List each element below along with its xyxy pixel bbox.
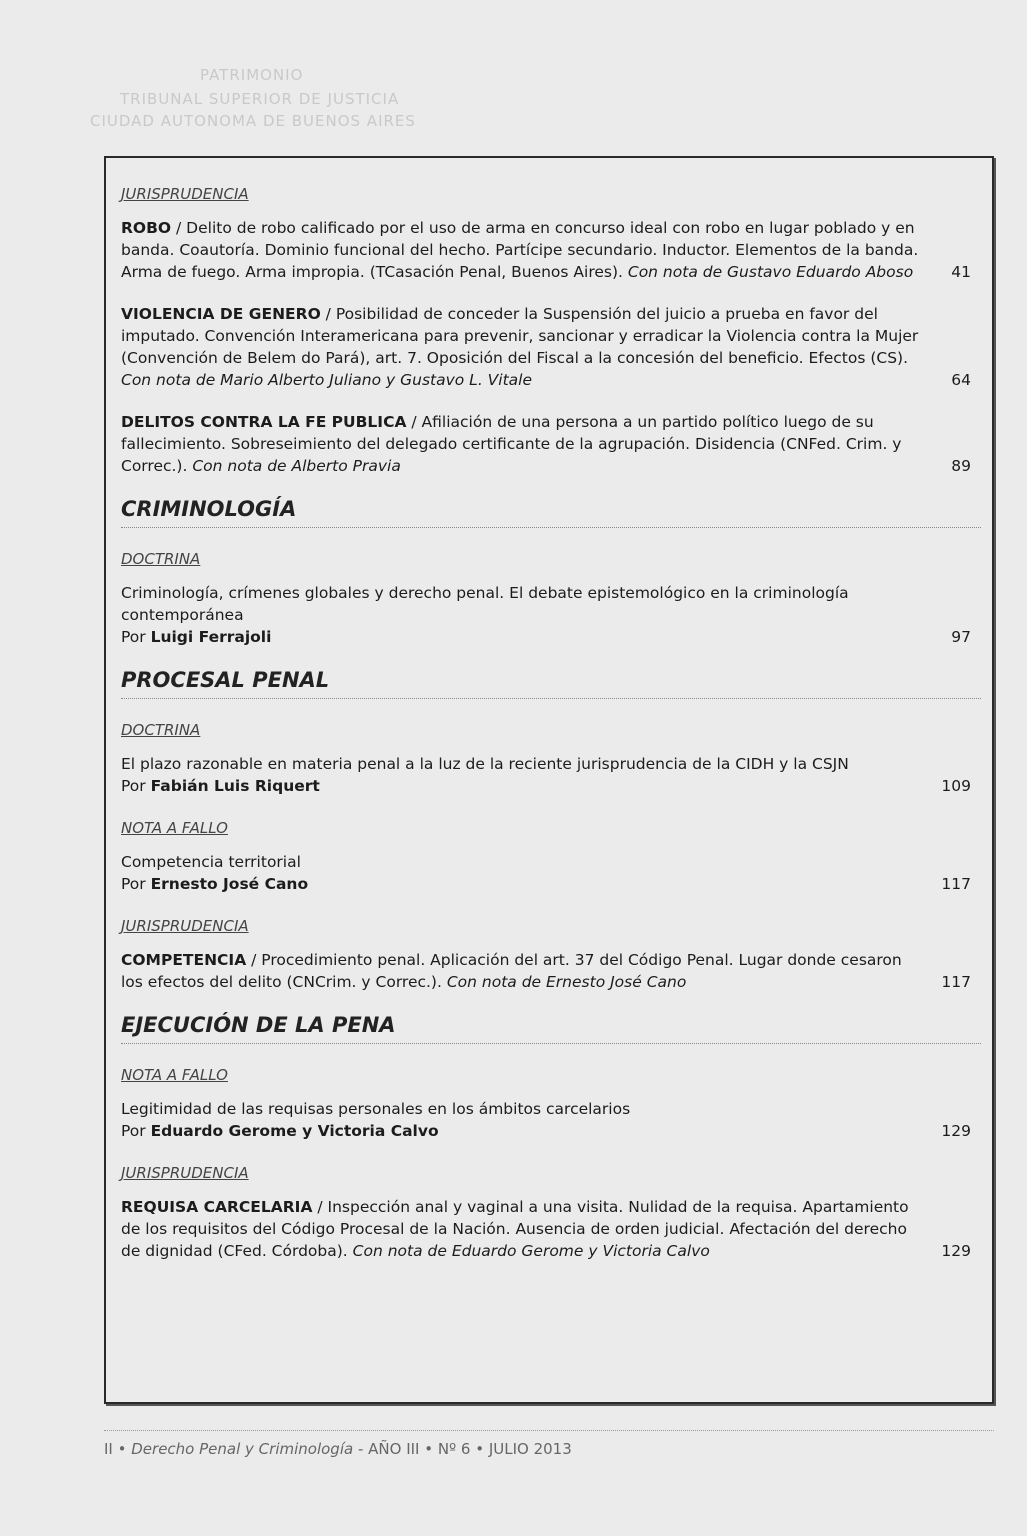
entry-by: Por	[121, 628, 151, 646]
entry-text: / Procedimiento penal. Aplicación del art. 37 del Código Penal. Lugar donde cesaron los efectos del delito (CNCrim. y Correc.).	[121, 951, 902, 991]
entry-text: / Delito de robo calificado por el uso de arma en concurso ideal con robo en lugar poblado y en banda. Coautoría. Dominio funcional del hecho. Partícipe secundario. Inductor. Elementos de la banda. Arma de fuego. Arma impropia. (TCasación Penal, Buenos Aires).	[121, 219, 919, 281]
entry-text: El plazo razonable en materia penal a la luz de la reciente jurisprudencia de la CIDH y la CSJN	[121, 755, 849, 773]
footer-journal: Derecho Penal y Criminología	[131, 1440, 354, 1458]
entry-by: Por	[121, 875, 151, 893]
entry-page-number: 129	[941, 1122, 971, 1140]
entry-text: Legitimidad de las requisas personales en los ámbitos carcelarios	[121, 1100, 631, 1118]
entry-text: / Posibilidad de conceder la Suspensión del juicio a prueba en favor del imputado. Convención Interamericana para prevenir, sancionar y erradicar la Violencia contra la Mujer (Convención de Belem do Pará), art. 7. Oposición del Fiscal a la concesión del beneficio. Efectos (CS).	[121, 305, 919, 367]
subsection-label: NOTA A FALLO	[121, 819, 228, 837]
section-heading: CRIMINOLOGÍA	[121, 497, 981, 528]
table-of-contents	[121, 163, 981, 1282]
entry-text: Criminología, crímenes globales y derecho penal. El debate epistemológico en la criminología contemporánea	[121, 584, 849, 624]
toc-entry	[121, 303, 981, 391]
entry-by: Por	[121, 777, 151, 795]
toc-entry	[121, 411, 981, 477]
toc-entry	[121, 217, 981, 283]
entry-author: Eduardo Gerome y Victoria Calvo	[150, 1122, 439, 1140]
entry-page-number: 89	[951, 457, 971, 475]
entry-page-number: 64	[951, 371, 971, 389]
subsection-label: DOCTRINA	[121, 550, 201, 568]
footer-rule	[104, 1430, 994, 1431]
entry-note: Con nota de Ernesto José Cano	[446, 973, 687, 991]
toc-entry	[121, 851, 981, 895]
toc-entry	[121, 1196, 981, 1262]
entry-author: Fabián Luis Riquert	[150, 777, 320, 795]
entry-note: Con nota de Gustavo Eduardo Aboso	[627, 263, 914, 281]
ghost-stamp-line: TRIBUNAL SUPERIOR DE JUSTICIA	[120, 90, 400, 108]
ghost-stamp-line: PATRIMONIO	[200, 66, 304, 84]
entry-text: / Inspección anal y vaginal a una visita. Nulidad de la requisa. Apartamiento de los requisitos del Código Procesal de la Nación. Ausencia de orden judicial. Afectación del derecho de dignidad (CFed. Córdoba).	[121, 1198, 909, 1260]
entry-author: Luigi Ferrajoli	[150, 628, 272, 646]
subsection-label: DOCTRINA	[121, 721, 201, 739]
entry-page-number: 109	[941, 777, 971, 795]
subsection-label: NOTA A FALLO	[121, 1066, 228, 1084]
entry-page-number: 117	[941, 875, 971, 893]
entry-page-number: 41	[951, 263, 971, 281]
entry-page-number: 117	[941, 973, 971, 991]
entry-text: / Afiliación de una persona a un partido político luego de su fallecimiento. Sobreseimiento del delegado certificante de la agrupación. Disidencia (CNFed. Crim. y Correc.).	[121, 413, 902, 475]
entry-keyword: ROBO	[121, 219, 172, 237]
subsection-label: JURISPRUDENCIA	[121, 1164, 249, 1182]
page-footer	[104, 1440, 572, 1458]
section-heading: EJECUCIÓN DE LA PENA	[121, 1013, 981, 1044]
entry-author: Ernesto José Cano	[150, 875, 309, 893]
footer-separator: •	[112, 1440, 132, 1458]
footer-issue: - AÑO III • Nº 6 • JULIO 2013	[353, 1440, 572, 1458]
entry-note: Con nota de Eduardo Gerome y Victoria Calvo	[352, 1242, 710, 1260]
entry-page-number: 129	[941, 1242, 971, 1260]
entry-note: Con nota de Alberto Pravia	[192, 457, 401, 475]
toc-entry	[121, 1098, 981, 1142]
entry-note: Con nota de Mario Alberto Juliano y Gustavo L. Vitale	[121, 371, 532, 389]
ghost-stamp-line: CIUDAD AUTONOMA DE BUENOS AIRES	[90, 112, 416, 130]
entry-by: Por	[121, 1122, 151, 1140]
entry-keyword: VIOLENCIA DE GENERO	[121, 305, 321, 323]
entry-page-number: 97	[951, 628, 971, 646]
entry-keyword: REQUISA CARCELARIA	[121, 1198, 313, 1216]
subsection-label: JURISPRUDENCIA	[121, 917, 249, 935]
toc-entry	[121, 753, 981, 797]
entry-keyword: DELITOS CONTRA LA FE PUBLICA	[121, 413, 407, 431]
section-heading: PROCESAL PENAL	[121, 668, 981, 699]
subsection-label: JURISPRUDENCIA	[121, 185, 249, 203]
entry-keyword: COMPETENCIA	[121, 951, 247, 969]
footer-page-number: II	[104, 1440, 113, 1458]
toc-entry	[121, 949, 981, 993]
entry-text: Competencia territorial	[121, 853, 301, 871]
toc-entry	[121, 582, 981, 648]
